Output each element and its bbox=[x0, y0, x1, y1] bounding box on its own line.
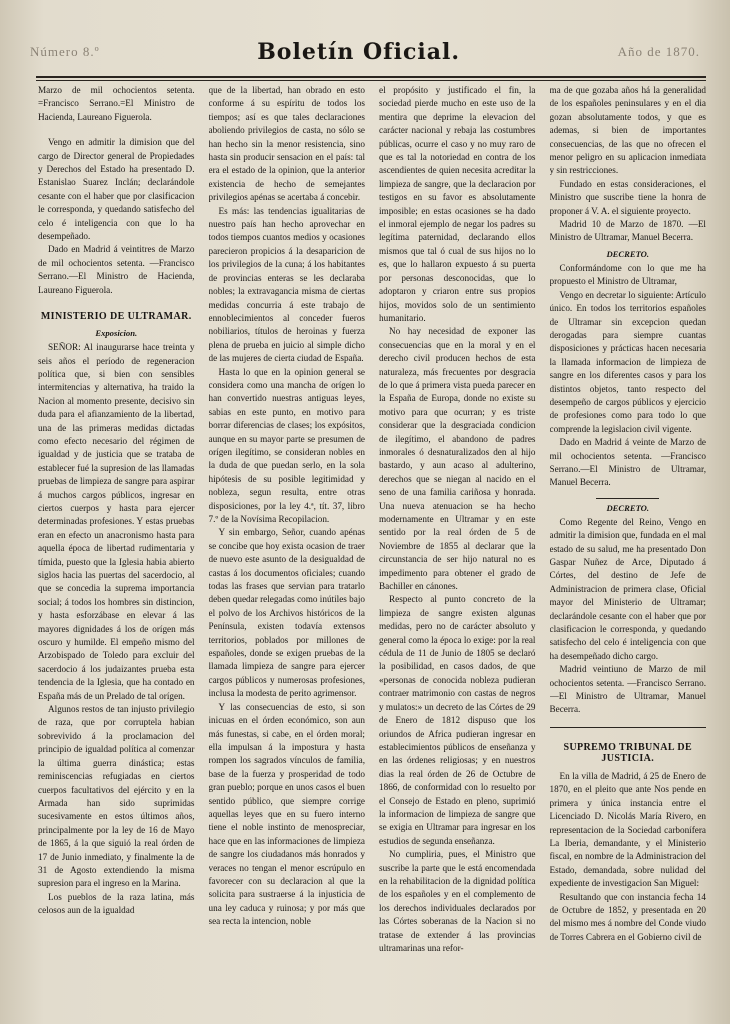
issue-number: Número 8.º bbox=[30, 44, 100, 59]
text-paragraph: No hay necesidad de exponer las consecuencias que en la moral y en el derecho civil producen hechos de esta naturaleza, más frecuentes por desgracia de lo que á primera vista pueda parecer en la España de Europa, donde no existe su motivo para que ocurran; y es triste considerar que la desgraciada condicion de ilegítimo, el abandono de padres inmorales ó desnaturalizados den al hijo bastardo, y aun acaso al adulterino, derechos que se niegan al nacido en el seno de una familia cariñosa y honrada. Una nueva atenuacion se ha hecho modernamente en Ultramar y en este sentido por la real órden de 5 de Noviembre de 1855 al declarar que la circunstancia de ser hijo natural no es impedimento para obtener el grado de Bachiller en cánones. bbox=[379, 326, 536, 592]
section-heading: MINISTERIO DE ULTRAMAR. bbox=[40, 311, 192, 323]
sub-heading: Exposicion. bbox=[95, 328, 138, 339]
text-paragraph: Algunos restos de tan injusto privilegio de raza, que por corruptela habian sobrevivido á la proclamacion del principio de igualdad política al comenzar la última guerra dinástica; estas reminiscencias refugiadas en ciertos cuerpos facultativos del ejército y en la Armada han sido suprimidas sucesivamente en estos últimos años, principalmente por la ley de 16 de Mayo de 1865, á la que siguió la real órden de 17 de Junio inmediato, y finalmente la de 31 de Agosto extendiendo la misma supresion para el ingreso en la Marina. bbox=[38, 704, 195, 889]
column-4 bbox=[550, 84, 707, 1018]
column-3 bbox=[379, 84, 536, 1018]
separator-rule bbox=[550, 727, 707, 728]
masthead-title: Boletín Oficial. bbox=[257, 39, 461, 65]
text-paragraph: Los pueblos de la raza latina, más celosos aun de la igualdad bbox=[38, 891, 195, 916]
text-columns bbox=[38, 84, 706, 1018]
text-paragraph: que de la libertad, han obrado en esto conforme á su espíritu de todos los tiempos; así es que tales declaraciones aboliendo privilegios de casta, no sólo se han hecho sin la menor resistencia, sino hasta sin producir sensacion en el país: tal era el estado de la opinion, que la anterior existencia de hecho de semejantes privilegios apénas se acertaba á concebir. bbox=[208, 85, 365, 203]
text-paragraph: Como Regente del Reino, Vengo en admitir la dimision que, fundada en el mal estado de su salud, me ha presentado Don Gaspar Nuñez de Arce, Diputado á Córtes, del destino de Jefe de Administracion de primera clase, Oficial mayor del Ministerio de Ultramar; declarándole cesante con el haber que por clasificacion le corresponda, y quedando satisfecho del celo é inteligencia con que ha desempeñado dicho cargo. bbox=[549, 516, 706, 661]
section-heading: SUPREMO TRIBUNAL DE JUSTICIA. bbox=[563, 741, 693, 764]
page-header bbox=[30, 28, 700, 76]
text-paragraph: Madrid veintiuno de Marzo de mil ochocientos setenta. —Francisco Serrano.—El Ministro de Ultramar, Manuel Becerra. bbox=[549, 664, 706, 715]
text-paragraph: En la villa de Madrid, á 25 de Enero de 1870, en el pleito que ante Nos pende en primera y única instancia entre el Licenciado D. Nicolás María Rivero, en representacion de la Sociedad carbonífera La Iberia, demandante, y el Ministerio fiscal, en nombre de la Administracion del Estado, demandada, sobre nulidad del expediente de investigacion San Miguel: bbox=[549, 770, 706, 889]
header-rule bbox=[36, 76, 706, 78]
text-paragraph: Hasta lo que en la opinion general se considera como una mancha de orígen lo han convertido nuestras antiguas leyes, sabias en este punto, en motivo para borrar diferencias de clases; los expósitos, aunque en su mayor parte se presumen de orígen ilegítimo, se consideran nobles en la duda de que puedan serlo, en la sola hipótesis de su posible legitimidad y nobleza, segun resulta, entre otras disposiciones, por la ley 4.ª, tít. 37, libro 7.º de la Novísima Recopilacion. bbox=[208, 366, 365, 524]
text-paragraph: Y sin embargo, Señor, cuando apénas se concibe que hoy exista ocasion de traer de nuevo este asunto de la desigualdad de castas á los documentos oficiales; cuando todas las frases que servian para tratarlo deben quedar relegadas como inútiles bajo el polvo de los Archivos históricos de la Península, existen todavía extensos territorios, poblados por millones de españoles, donde se exigen pruebas de la llamada limpieza de sangre para ejercer cargos públicos y numerosas profesiones, inclusa la modesta de perito agrimensor. bbox=[208, 527, 365, 699]
text-paragraph: Y las consecuencias de esto, si son inicuas en el órden económico, son aun más funestas, si cabe, en el órden moral; ella impulsan á la impostura y hasta rompen los sagrados vínculos de familia, base de la fuerza y prosperidad de todo gran pueblo; porque en unos casos el buen sentido público, que siempre corrige aquellas leyes que en su fuero interno tiene el noble instinto de menospreciar, hace que en las informaciones de limpieza de sangre los ciudadanos más honrados y veraces no tengan el menor escrúpulo en favorecer con su declaracion al que la solicita para sustraerse á la injusticia de una ley caduca y ruinosa; y por más que sea recta la intencion, noble bbox=[208, 701, 365, 927]
text-paragraph: No cumpliria, pues, el Ministro que suscribe la parte que le está encomendada en la rehabilitacion de la dignidad política de los españoles y en el complemento de los derechos individuales declarados por las Córtes soberanas de la Nacion si no tratase de extender á las provincias ultramarinas una refor- bbox=[379, 849, 536, 953]
sub-heading: DECRETO. bbox=[606, 248, 650, 259]
text-paragraph: ma de que gozaba años há la generalidad de los españoles peninsulares y en el dia gozan absolutamente todos, y que es ademas, si bien de importantes consecuencias, de las que no ofrecen el menor peligro en su aplicacion inmediata y sin restricciones. bbox=[549, 85, 706, 176]
text-paragraph: Vengo en decretar lo siguiente: Artículo único. En todos los territorios españoles de Ultramar sin excepcion quedan derogadas para siempre cuantas disposiciones y prácticas hacen necesaria la llamada informacion de limpieza de sangre en los diferentes casos y para los distintos objetos, tanto respecto del desempeño de cargos públicos y ejercicio de profesiones como para todo lo que comprende la legislacion civil vigente. bbox=[549, 289, 706, 434]
separator-rule bbox=[596, 498, 659, 499]
column-1 bbox=[38, 84, 195, 1018]
text-paragraph: Resultando que con instancia fecha 14 de Octubre de 1852, y presentada en 20 del mismo mes á nombre del Conde viudo de Torres Cabrera en el Gobierno civil de bbox=[549, 891, 706, 942]
text-paragraph: Conformándome con lo que me ha propuesto el Ministro de Ultramar, bbox=[549, 262, 706, 287]
issue-year: Año de 1870. bbox=[617, 44, 700, 59]
text-paragraph: Fundado en estas consideraciones, el Ministro que suscribe tiene la honra de proponer á V. A. el siguiente proyecto. bbox=[549, 178, 706, 216]
text-paragraph: SEÑOR: Al inaugurarse hace treinta y seis años el período de regeneracion política que, si bien con sensibles intermitencias y alternativa, ha traido la Nacion al momento presente, decisivo sin duda para el afianzamiento de la libertad, una de las primeras medidas dictadas como efecto necesario del régimen de igualdad y de justicia que se trataba de establecer fué la supresion de las llamadas pruebas de limpieza de sangre para aspirar á muchos cargos públicos, ingresar en ciertos cuerpos y hasta para ejercer determinadas profesiones. Y estas pruebas eran en efecto un anacronismo hasta para aquella época de libertad rudimentaria y tímida, puesto que la Iglesia habia abierto siglos hacia las puertas del sacerdocio, al que se concedia la suprema importancia social; á todos los hombres sin distincion, y hasta esforzábase en elevar á las mayores dignidades á los de orígen más oscuro y humilde. El empeño mismo del Arzobispado de Toledo para excluir del sacerdocio á los judaizantes prueba esta tendencia de la Iglesia, que ha contado en España más de un Prelado de tal orígen. bbox=[38, 342, 195, 701]
text-paragraph: Dado en Madrid á veinte de Marzo de mil ochocientos setenta. —Francisco Serrano.—El Ministro de Ultramar, Manuel Becerra. bbox=[549, 437, 706, 488]
text-paragraph: Respecto al punto concreto de la limpieza de sangre existen algunas medidas, pero no de carácter absoluto y general como la época lo exige: por la real cédula de 11 de Junio de 1805 se declaró la posibilidad, en casos dados, de que «personas de conocida nobleza pudieran contraer matrimonio con castas de negros y mulatos:» un decreto de las Córtes de 29 de Enero de 1812 dispuso que los oriundos de Africa pudieran ingresar en establecimientos públicos de enseñanza y en las órdenes religiosas; y en nuestros dias la real órden de 26 de Octubre de 1866, de conformidad con lo resuelto por el Consejo de Estado en pleno, suprimió la informacion de limpieza de sangre que se exigia en Ultramar para ingresar en los estudios de segunda enseñanza. bbox=[379, 594, 536, 846]
text-paragraph: Vengo en admitir la dimision que del cargo de Director general de Propiedades y Derechos del Estado ha presentado D. Estanislao Suarez Inclán; declarándole cesante con el haber que por clasificacion le corresponda, y quedando satisfecho del celo é inteligencia con que lo ha desempeñado. bbox=[38, 137, 195, 242]
text-paragraph: Marzo de mil ochocientos setenta. =Francisco Serrano.=El Ministro de Hacienda, Laureano Figuerola. bbox=[38, 85, 195, 122]
text-paragraph: Es más: las tendencias igualitarias de nuestro país han hecho aprovechar en todos tiempos cuantos medios y ocasiones parecieron propicios á la desaparicion de los privilegios de la cuna; á los habitantes de provincias enteras se les declaraba nobles; la extravagancia misma de ciertas medidas concurria á este trabajo de ennoblecimientos al conceder fueros nobiliarios, títulos de heroinas y fuerza plena de prueba en juicio al simple dicho de las mujeres de cierta ciudad de España. bbox=[208, 205, 365, 364]
text-paragraph: Dado en Madrid á veintitres de Marzo de mil ochocientos setenta. —Francisco Serrano.—El Ministro de Hacienda, Laureano Figuerola. bbox=[38, 244, 195, 295]
text-paragraph: el propósito y justificado el fin, la sociedad pierde mucho en este uso de la mentira que deprime la elevacion del carácter nacional y rebaja las costumbres públicas, ocurre el caso y no muy raro de que es tal la notoriedad en contra de los ascendientes de quien necesita acreditar la limpieza de sangre, que la declaracion por testigos en su favor es absolutamente imposible; en estas ocasiones se ha dado el inmoral ejemplo de negar los padres su legítima paternidad, declarando ellos mismos que tal ó cual de sus hijos no lo es, que lo hallaron expuesto á su puerta por personas desconocidas, que lo adoptaron y criaron entre sus propios hijos, movidos solo de un sentimiento humanitario. bbox=[379, 85, 536, 323]
text-paragraph: Madrid 10 de Marzo de 1870. —El Ministro de Ultramar, Manuel Becerra. bbox=[549, 219, 706, 243]
column-2 bbox=[209, 84, 366, 1018]
header-rule-thin bbox=[36, 80, 706, 81]
sub-heading: DECRETO. bbox=[606, 502, 650, 513]
